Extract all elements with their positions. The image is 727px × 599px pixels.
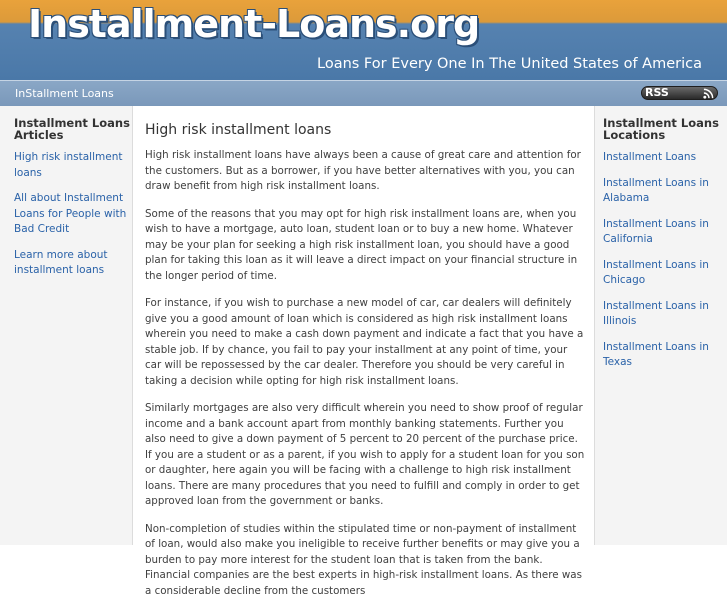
article-paragraph: Some of the reasons that you may opt for high risk installment loans are, when you wish to have a mortgage, auto loan, student loan or to buy a new home. Whatever may be your plan for seeking a high risk installment loan, you should have a good plan for taking this loan as it will leave a direct impact on your financial structure in the longer period of time. xyxy=(145,207,585,285)
articles-list xyxy=(0,150,132,279)
list-item xyxy=(603,299,727,330)
article-link[interactable]: High risk installment loans xyxy=(14,151,122,179)
left-sidebar-heading: Installment Loans Articles xyxy=(14,118,132,141)
rss-feed-icon xyxy=(703,88,714,99)
rss-button[interactable] xyxy=(641,86,718,100)
article-paragraph: High risk installment loans have always been a cause of great care and attention for the customers. But as a borrower, if you have better alternatives with you, you can draw benefit from high risk installment loans. xyxy=(145,148,585,195)
location-link[interactable]: Installment Loans in Texas xyxy=(603,341,709,369)
article-paragraph: Non-completion of studies within the stipulated time or non-payment of installment of loan, would also make you ineligible to receive further benefits or may give you a burden to pay more interest for the student loan that is taken from the bank. Financial companies are the best experts in high-risk installment loans. As there was a considerable decline from the customers xyxy=(145,522,585,599)
page-layout xyxy=(0,106,727,545)
right-sidebar-heading: Installment Loans Locations xyxy=(603,118,727,141)
article-link[interactable]: Learn more about installment loans xyxy=(14,249,108,277)
list-item xyxy=(603,340,727,371)
location-link[interactable]: Installment Loans xyxy=(603,151,696,163)
site-title-logo[interactable]: Installment-Loans.org xyxy=(28,2,479,46)
article-link[interactable]: All about Installment Loans for People with Bad Credit xyxy=(14,192,126,235)
list-item xyxy=(14,191,132,238)
main-content xyxy=(145,106,585,599)
site-tagline: Loans For Every One In The United States of America xyxy=(317,56,702,72)
location-link[interactable]: Installment Loans in Chicago xyxy=(603,259,709,287)
list-item xyxy=(603,217,727,248)
left-sidebar xyxy=(0,106,133,545)
list-item xyxy=(14,150,132,181)
list-item xyxy=(603,258,727,289)
list-item xyxy=(603,176,727,207)
article-paragraph: Similarly mortgages are also very difficult wherein you need to show proof of regular income and a bank account apart from monthly banking statements. Further you also need to give a down payment of 5 percent to 20 percent of the purchase price. If you are a student or as a parent, if you wish to apply for a student loan for you son or daughter, here again you will be facing with a challenge to high risk installment loans. There are many procedures that you need to fulfill and comply in order to get approved loan from the government or banks. xyxy=(145,401,585,510)
rss-label: RSS xyxy=(645,87,669,99)
location-link[interactable]: Installment Loans in Alabama xyxy=(603,177,709,205)
nav-home-link[interactable]: InStallment Loans xyxy=(15,87,114,100)
article-paragraph: For instance, if you wish to purchase a new model of car, car dealers will definitely give you a good amount of loan which is considered as high risk installment loans wherein you need to make a cash down payment and indicate a fact that you have a stable job. If by chance, you fail to pay your installment at any point of time, your car will be repossessed by the car dealer. Therefore you should be very careful in taking a decision while opting for high risk installment loans. xyxy=(145,296,585,389)
right-sidebar xyxy=(594,106,727,545)
location-link[interactable]: Installment Loans in California xyxy=(603,218,709,246)
list-item xyxy=(603,150,727,166)
article-title: High risk installment loans xyxy=(145,122,585,139)
locations-list xyxy=(595,150,727,371)
navigation-bar xyxy=(0,80,727,106)
location-link[interactable]: Installment Loans in Illinois xyxy=(603,300,709,328)
list-item xyxy=(14,248,132,279)
site-header xyxy=(0,0,727,80)
